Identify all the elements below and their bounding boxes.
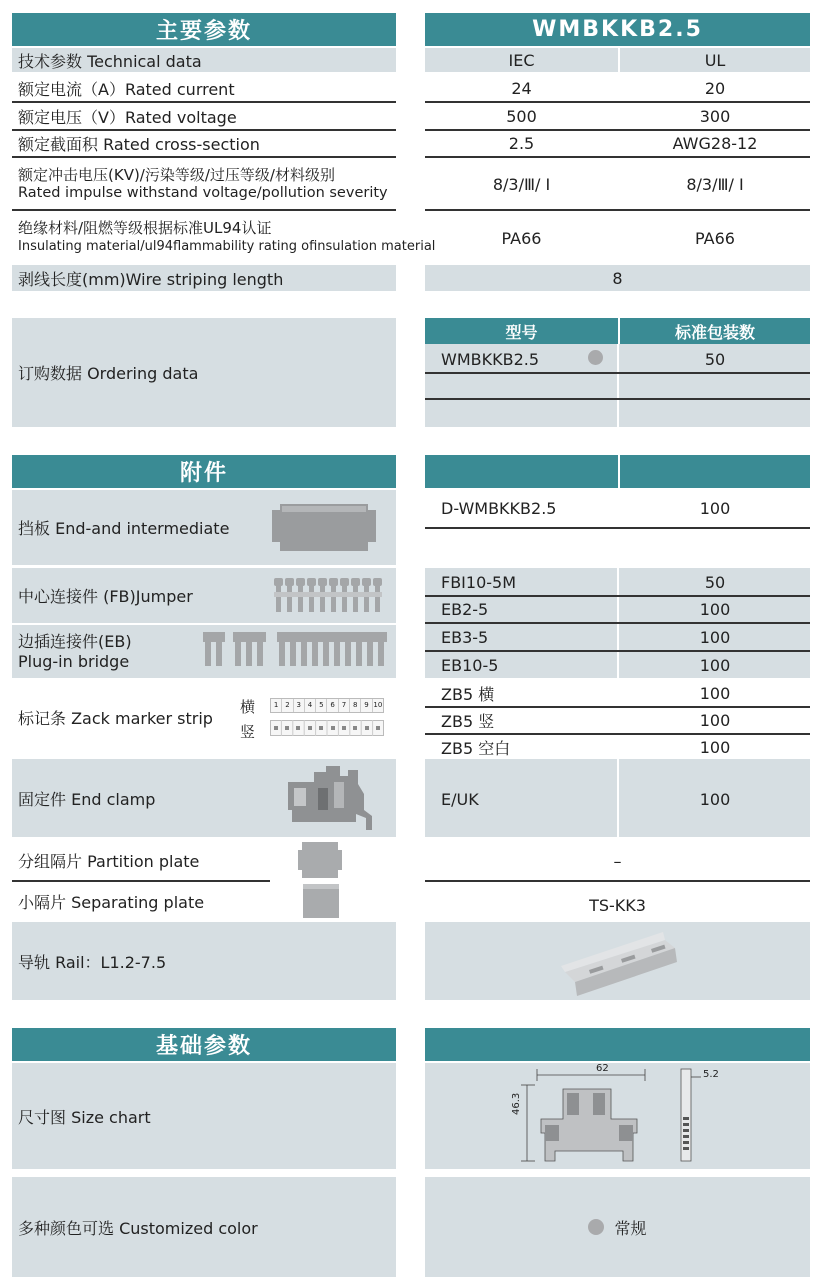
color-value: 常规 [614,1218,647,1238]
ordering-label: 订购数据 Ordering data [12,318,396,427]
marker-code-1: ZB5 横 [441,684,495,704]
size-thickness: 5.2 [703,1069,719,1080]
row-wire-striping: 剥线长度(mm)Wire striping length [12,265,396,291]
marker-qty-3: 100 [699,737,731,757]
rated-voltage-ul: 300 [699,106,731,126]
marker-qty-1: 100 [699,683,731,703]
col-model: 型号 [425,318,618,344]
plug-bridge-qty-1: 100 [699,599,731,619]
end-clamp-qty: 100 [699,789,731,809]
rail-label: 导轨 Rail：L1.2-7.5 [12,922,396,1000]
marker-strip-horizontal: 1 2 3 4 5 6 7 8 9 10 [270,698,384,713]
color-label: 多种颜色可选 Customized color [12,1177,396,1277]
col-ul: UL [620,48,810,72]
partition-plate-label: 分组隔片 Partition plate [18,851,200,871]
accessories-header: 附件 [12,455,396,488]
cross-section-ul: AWG28-12 [672,133,758,153]
marker-strip-vertical [270,720,384,736]
plug-bridge-qty-3: 100 [699,655,731,675]
marker-code-3: ZB5 空白 [441,738,511,758]
marker-horizontal-label: 横 [240,698,256,716]
marker-strip-label: 标记条 Zack marker strip [18,709,213,728]
row-impulse-voltage: 额定冲击电压(KV)/污染等级/过压等级/材料级别 Rated impulse withstand voltage/pollution severity [18,166,388,201]
ordering-model: WMBKKB2.5 [441,349,540,369]
ordering-pack: 50 [704,349,726,369]
jumper-qty: 50 [704,572,726,592]
wire-striping-value: 8 [425,265,810,291]
col-iec: IEC [425,48,618,72]
accessories-header-blank-1 [425,455,618,488]
col-pack: 标准包装数 [620,318,810,344]
jumper-image [272,576,384,614]
accessories-header-blank-2 [620,455,810,488]
row-rated-current: 额定电流（A）Rated current [18,79,235,99]
separating-plate-value: TS-KK3 [589,895,646,915]
color-cell [425,1177,810,1277]
end-clamp-image [284,764,374,834]
marker-qty-2: 100 [699,710,731,730]
rated-current-iec: 24 [511,78,532,98]
color-swatch [588,1219,604,1235]
rail-image-cell [425,922,810,1000]
model-header: WMBKKB2.5 [425,13,810,46]
plug-bridge-code-3: EB10-5 [441,655,499,675]
basic-params-header: 基础参数 [12,1028,396,1061]
rated-voltage-iec: 500 [506,106,537,126]
marker-code-2: ZB5 竖 [441,711,495,731]
separating-plate-label: 小隔片 Separating plate [18,892,205,912]
rail-image [425,922,810,1000]
size-chart-diagram [515,1063,765,1169]
gray-color-dot [588,350,603,369]
size-height: 46.3 [511,1092,522,1115]
end-plate-qty: 100 [699,498,731,518]
plug-bridge-label: 边插连接件(EB) Plug-in bridge [12,625,396,678]
end-plate-label: 挡板 End-and intermediate [12,490,396,565]
row-rated-cross-section: 额定截面积 Rated cross-section [18,134,260,154]
main-params-header: 主要参数 [12,13,396,46]
marker-vertical-label: 竖 [240,723,256,741]
end-clamp-label: 固定件 End clamp [12,759,396,837]
partition-plate-value: – [613,851,622,871]
size-width: 62 [596,1063,609,1074]
size-chart-label: 尺寸图 Size chart [12,1063,396,1169]
insulating-ul: PA66 [695,228,735,248]
partition-plate-image [296,840,344,880]
basic-header-blank [425,1028,810,1061]
end-plate-image [270,500,378,555]
size-chart-cell [425,1063,810,1169]
jumper-code: FBI10-5M [441,572,517,592]
separating-plate-image [299,882,343,920]
impulse-voltage-ul: 8/3/Ⅲ/ Ⅰ [686,174,744,194]
plug-bridge-code-1: EB2-5 [441,599,489,619]
plug-bridge-code-2: EB3-5 [441,627,489,647]
end-clamp-code: E/UK [441,789,479,809]
plug-bridge-image [200,630,390,670]
row-technical-data: 技术参数 Technical data [12,48,396,72]
jumper-label: 中心连接件 (FB)Jumper [12,568,396,623]
row-rated-voltage: 额定电压（V）Rated voltage [18,107,237,127]
insulating-iec: PA66 [501,228,542,248]
plug-bridge-qty-2: 100 [699,627,731,647]
row-insulating-material: 绝缘材料/阻燃等级根据标准UL94认证 Insulating material/ul94flammability rating ofinsulation material [18,219,436,254]
rated-current-ul: 20 [704,78,726,98]
end-plate-code: D-WMBKKB2.5 [441,498,557,518]
impulse-voltage-iec: 8/3/Ⅲ/ Ⅰ [492,174,551,194]
cross-section-iec: 2.5 [508,133,535,153]
